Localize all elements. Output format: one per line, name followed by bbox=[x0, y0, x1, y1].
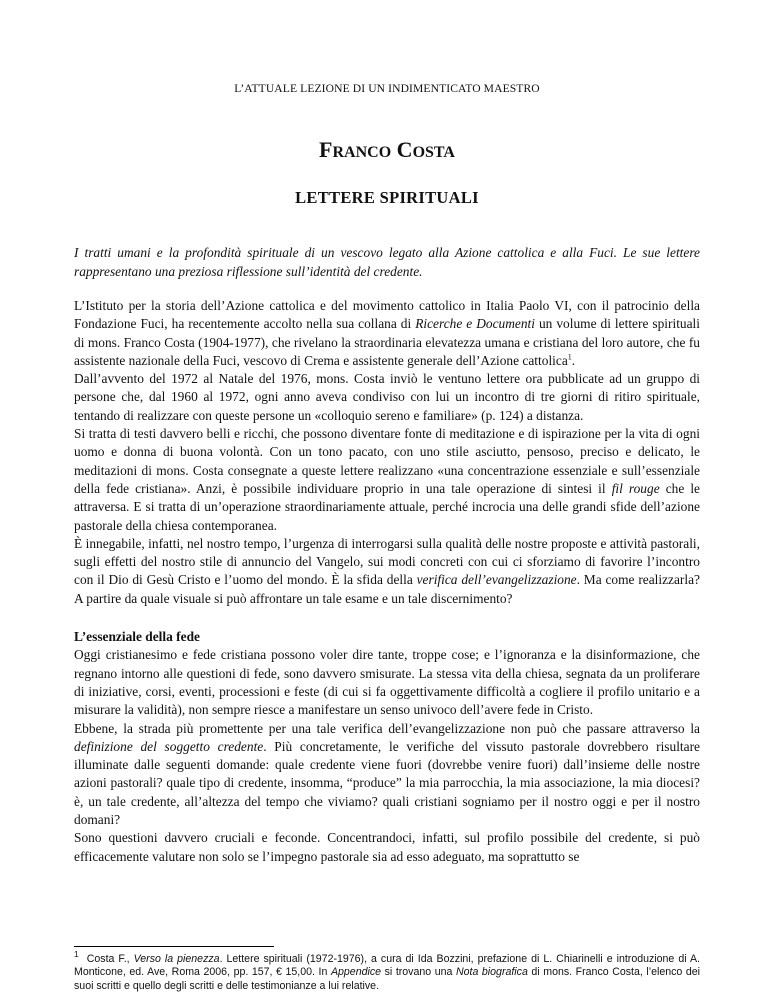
article-abstract: I tratti umani e la profondità spirituale di un vescovo legato alla Azione cattolica e alla Fuci. Le sue lettere rappresentano una preziosa riflessione sull’identità del credente. bbox=[74, 245, 700, 279]
author-name: FRANCO COSTA bbox=[319, 137, 455, 162]
article bbox=[74, 82, 700, 866]
paragraph: È innegabile, infatti, nel nostro tempo, l’urgenza di interrogarsi sulla qualità delle nostre proposte e attività pastorali, sugli effetti del nostro stile di annuncio del Vangelo, sui modi concreti con cui ci sforziamo di favorire l’incontro con il Dio di Gesù Cristo e l’uomo del mondo. È la sfida della verifica dell’evangelizzazione. Ma come realizzarla? A partire da quale visuale si può affrontare un tale esame e un tale discernimento? bbox=[74, 535, 700, 606]
paragraph: L’Istituto per la storia dell’Azione cattolica e del movimento cattolico in Italia Paolo VI, con il patrocinio della Fondazione Fuci, ha recentemente accolto nella sua collana di Ricerche e Documenti un volume di lettere spirituali di mons. Franco Costa (1904-1977), che rivelano la straordinaria elevatezza umana e cristiana del loro autore, che fu assistente nazionale della Fuci, vescovo di Crema e assistente generale dell’Azione cattolica$^1$. bbox=[74, 298, 700, 368]
section-heading: L’essenziale della fede bbox=[74, 629, 200, 645]
paragraph: Dall’avvento del 1972 al Natale del 1976, mons. Costa inviò le ventuno lettere ora pubblicate ad un gruppo di persone che, dal 1960 al 1972, ogni anno aveva condiviso con lui un incontro di tre giorni di ritiro spirituale, tentando di realizzare con queste persone un «colloquio sereno e familiare» (p. 124) a distanza. bbox=[74, 371, 700, 423]
paragraph: Si tratta di testi davvero belli e ricchi, che possono diventare fonte di meditazione e di ispirazione per la vita di ogni uomo e donna di buona volontà. Con un tono pacato, con uno stile asciutto, pensoso, preciso e delicato, le meditazioni di mons. Costa consegnate a queste lettere realizzano «una concentrazione essenziale e sull’essenziale della fede cristiana». Anzi, è possibile individuare proprio in una tale operazione di sintesi il fil rouge che le attraversa. E si tratta di un’operazione straordinariamente attuale, perché incrocia una delle grandi sfide dell’azione pastorale della chiesa contemporanea. bbox=[74, 426, 700, 533]
article-kicker: L’ATTUALE LEZIONE DI UN INDIMENTICATO MAESTRO bbox=[234, 82, 540, 95]
paragraph: Ebbene, la strada più promettente per una tale verifica dell’evangelizzazione non può che passare attraverso la definizione del soggetto credente. Più concretamente, le verifiche del vissuto pastorale dovrebbero risultare illuminate dalle seguenti domande: quale credente viene fuori (dovrebbe venire fuori) dall’insieme delle nostre azioni pastorali? quale tipo di credente, insomma, “produce” la mia parrocchia, la mia associazione, la mia diocesi? è, un tale credente, all’altezza del tempo che viviamo? quali cristiani sogniamo per il nostro oggi e per il nostro domani? bbox=[74, 720, 700, 828]
paragraph: Oggi cristianesimo e fede cristiana possono voler dire tante, troppe cose; e l’ignoranza e la disinformazione, che regnano intorno alle questioni di fede, sono davvero smisurate. La stessa vita della chiesa, segnata da un proliferare di iniziative, corsi, eventi, processioni e feste (di cui si fa oggettivamente difficoltà a cogliere il profilo unitario e a misurare la validità), non sempre riesce a manifestare un senso univoco dell’avere fede in Cristo. bbox=[74, 647, 700, 718]
article-body bbox=[74, 297, 700, 866]
article-title: LETTERE SPIRITUALI bbox=[295, 188, 479, 207]
footnote: $^1$ Costa F., Verso la pienezza. Lettere spirituali (1972-1976), a cura di Ida Bozzini, prefazione di L. Chiarinelli e introduzione di A. Monticone, ed. Ave, Roma 2006, pp. 157, € 15,00. In Appendice si trovano una Nota biografica di mons. Franco Costa, l’elenco dei suoi scritti e quello degli scritti e delle testimonianze a lui relative. bbox=[74, 949, 701, 992]
footnote-ref[interactable]: 1 bbox=[567, 352, 572, 362]
footnote-separator bbox=[74, 946, 274, 947]
paragraph: Sono questioni davvero cruciali e feconde. Concentrandoci, infatti, sul profilo possibile del credente, si può efficacemente valutare non solo se l’impegno pastorale sia ad esso adeguato, ma soprattutto se bbox=[74, 830, 700, 864]
